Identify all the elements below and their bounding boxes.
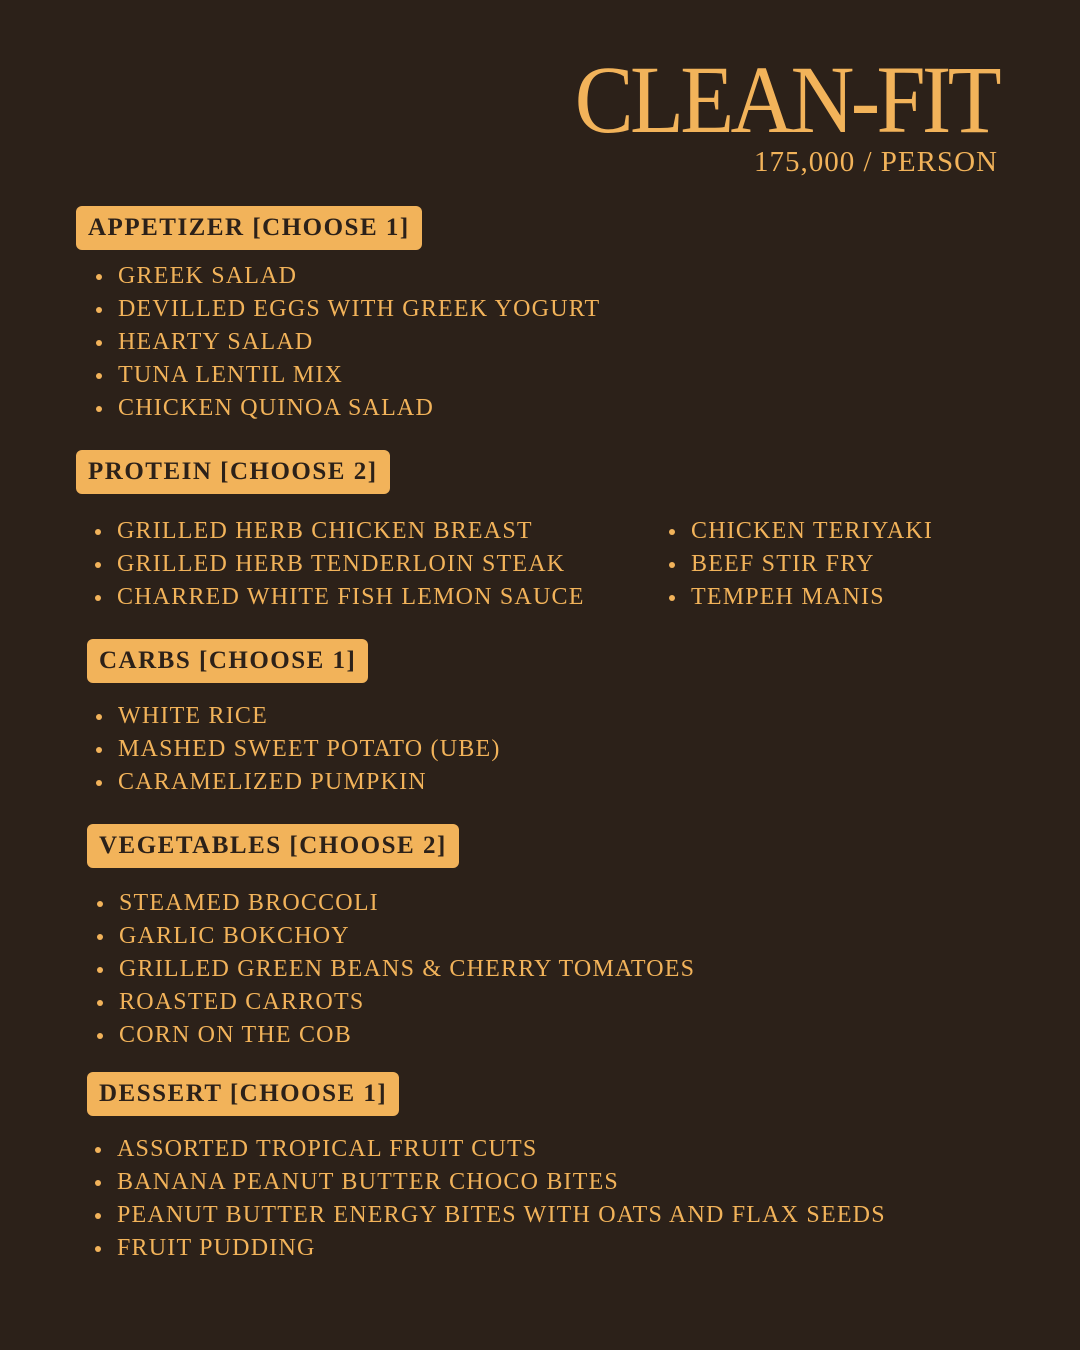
appetizer-list (96, 260, 600, 425)
list-item (96, 733, 501, 766)
item-label: ASSORTED TROPICAL FRUIT CUTS (117, 1136, 538, 1162)
item-label: CHARRED WHITE FISH LEMON SAUCE (117, 584, 585, 610)
list-item (96, 293, 600, 326)
list-item (96, 359, 600, 392)
list-item (95, 1199, 886, 1232)
list-item (669, 581, 933, 614)
bullet-icon (96, 340, 102, 346)
bullet-icon (96, 274, 102, 280)
item-label: TEMPEH MANIS (691, 584, 885, 610)
list-item (95, 581, 585, 614)
bullet-icon (97, 1033, 103, 1039)
item-label: GRILLED GREEN BEANS & CHERRY TOMATOES (119, 956, 696, 982)
bullet-icon (97, 901, 103, 907)
bullet-icon (95, 1147, 101, 1153)
item-label: CHICKEN QUINOA SALAD (118, 395, 434, 421)
item-label: BEEF STIR FRY (691, 551, 875, 577)
list-item (97, 953, 695, 986)
item-label: GARLIC BOKCHOY (119, 923, 350, 949)
item-label: MASHED SWEET POTATO (UBE) (118, 736, 501, 762)
bullet-icon (669, 595, 675, 601)
item-label: TUNA LENTIL MIX (118, 362, 344, 388)
item-label: GRILLED HERB CHICKEN BREAST (117, 518, 533, 544)
list-item (669, 548, 933, 581)
list-item (96, 700, 501, 733)
bullet-icon (669, 562, 675, 568)
item-label: BANANA PEANUT BUTTER CHOCO BITES (117, 1169, 619, 1195)
list-item (97, 986, 695, 1019)
bullet-icon (95, 1180, 101, 1186)
vegetables-list (97, 887, 695, 1052)
list-item (95, 548, 585, 581)
bullet-icon (96, 406, 102, 412)
list-item (96, 326, 600, 359)
item-label: STEAMED BROCCOLI (119, 890, 379, 916)
item-label: PEANUT BUTTER ENERGY BITES WITH OATS AND FLAX SEEDS (117, 1202, 886, 1228)
menu-title: CLEAN-FIT (574, 46, 998, 153)
protein-list-right (669, 515, 933, 614)
list-item (96, 260, 600, 293)
bullet-icon (95, 562, 101, 568)
section-label-dessert: DESSERT [CHOOSE 1] (87, 1072, 399, 1116)
carbs-list (96, 700, 501, 799)
menu-header (538, 46, 998, 178)
list-item (96, 766, 501, 799)
bullet-icon (95, 1246, 101, 1252)
menu-price: 175,000 / PERSON (753, 146, 998, 178)
section-label-vegetables: VEGETABLES [CHOOSE 2] (87, 824, 459, 868)
item-label: FRUIT PUDDING (117, 1235, 316, 1261)
list-item (96, 392, 600, 425)
list-item (669, 515, 933, 548)
bullet-icon (96, 307, 102, 313)
list-item (95, 1166, 886, 1199)
dessert-list (95, 1133, 886, 1265)
list-item (97, 887, 695, 920)
section-label-protein: PROTEIN [CHOOSE 2] (76, 450, 390, 494)
item-label: ROASTED CARROTS (119, 989, 365, 1015)
bullet-icon (96, 780, 102, 786)
list-item (97, 1019, 695, 1052)
list-item (95, 1232, 886, 1265)
protein-list-left (95, 515, 585, 614)
bullet-icon (96, 373, 102, 379)
bullet-icon (95, 595, 101, 601)
item-label: CHICKEN TERIYAKI (691, 518, 934, 544)
item-label: WHITE RICE (118, 703, 268, 729)
section-label-appetizer: APPETIZER [CHOOSE 1] (76, 206, 422, 250)
item-label: GREEK SALAD (118, 263, 298, 289)
list-item (95, 1133, 886, 1166)
item-label: DEVILLED EGGS WITH GREEK YOGURT (118, 296, 601, 322)
list-item (97, 920, 695, 953)
bullet-icon (97, 967, 103, 973)
bullet-icon (669, 529, 675, 535)
bullet-icon (97, 934, 103, 940)
bullet-icon (96, 714, 102, 720)
item-label: HEARTY SALAD (118, 329, 314, 355)
list-item (95, 515, 585, 548)
bullet-icon (95, 1213, 101, 1219)
item-label: CARAMELIZED PUMPKIN (118, 769, 427, 795)
bullet-icon (96, 747, 102, 753)
item-label: CORN ON THE COB (119, 1022, 352, 1048)
section-label-carbs: CARBS [CHOOSE 1] (87, 639, 368, 683)
bullet-icon (97, 1000, 103, 1006)
item-label: GRILLED HERB TENDERLOIN STEAK (117, 551, 566, 577)
bullet-icon (95, 529, 101, 535)
